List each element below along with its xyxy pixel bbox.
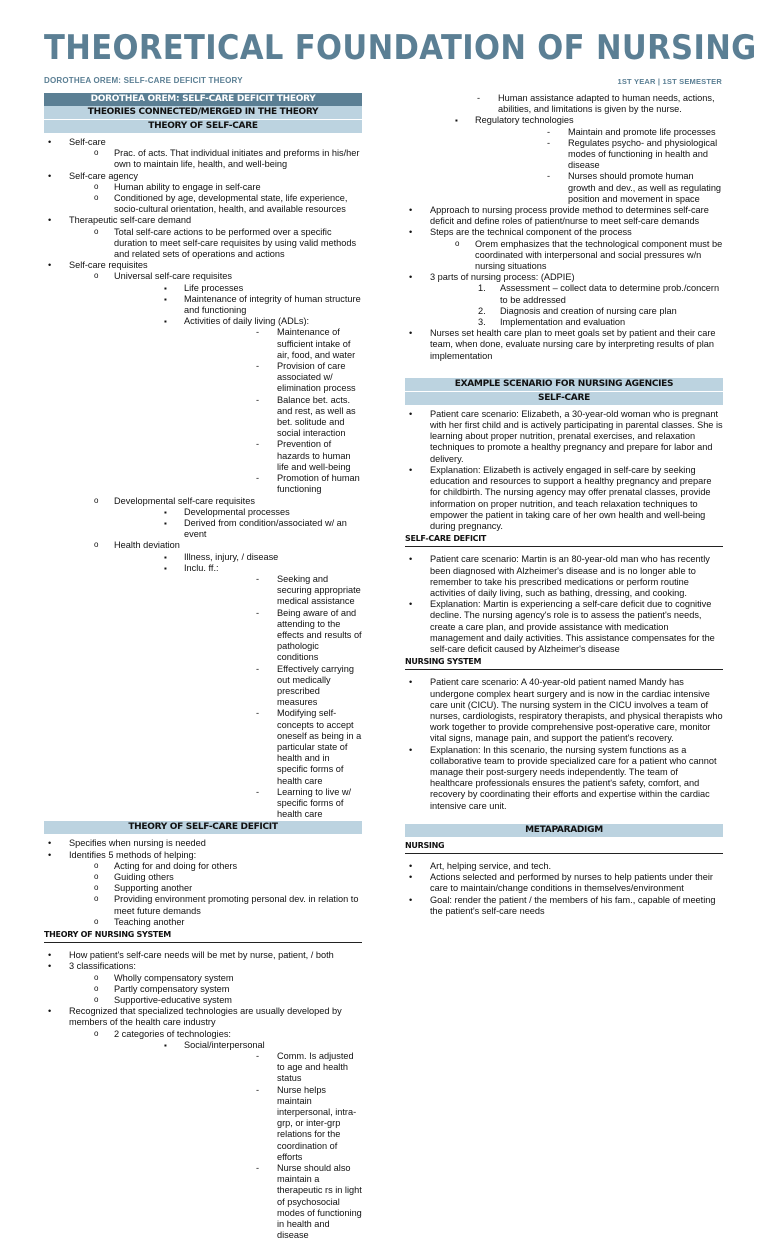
list-item: - Maintain and promote life processes (475, 127, 723, 138)
nursing-list (405, 861, 723, 917)
list-item: - Provision of care associated w/ elimination process (184, 361, 362, 395)
continued-list (405, 93, 723, 115)
list-item: • Art, helping service, and tech. (405, 861, 723, 872)
self-care-scenario-list (405, 409, 723, 532)
list-item: • How patient's self-care needs will be met by nurse, patient, / both (44, 950, 362, 961)
subheading-nursing-system: THEORY OF NURSING SYSTEM (44, 929, 362, 943)
list-item: o Acting for and doing for others (69, 861, 362, 872)
list-item: o Supporting another (69, 883, 362, 894)
left-column (44, 93, 362, 1242)
list-item: o Prac. of acts. That individual initiates and preforms in his/her own to maintain life, health, and well-being (69, 148, 362, 170)
regulatory-list (405, 115, 723, 205)
list-item: ▪ Illness, injury, / disease (114, 552, 362, 563)
section-bar-orem: DOROTHEA OREM: SELF-CARE DEFICIT THEORY (44, 93, 362, 106)
nursing-system-list (44, 950, 362, 1241)
list-item: o Universal self-care requisites ▪ Life processes ▪ Maintenance of integrity of human structure and functioning ▪ Activities of daily living (ADLs): - Maintenance of sufficient intake of air, food, and water - Provision of care associated w/ elimination process - Balance bet. acts. and rest, as well as bet. solitude and social interaction - Prevention of hazards to human life and well-being - Promotion of human functioning (69, 271, 362, 495)
document-subtitle: DOROTHEA OREM: SELF-CARE DEFICIT THEORY (44, 76, 243, 85)
list-item: - Learning to live w/ specific forms of health care (184, 787, 362, 821)
list-item: - Being aware of and attending to the effects and results of pathologic conditions (184, 608, 362, 664)
list-item: • Nurses set health care plan to meet goals set by patient and their care team, when done, evaluate nursing care by interpreting results of plan implementation (405, 328, 723, 362)
list-item: • 3 parts of nursing process: (ADPIE) 1. Assessment – collect data to determine prob./concern to be addressed 2. Diagnosis and creation of nursing care plan 3. Implementation and evaluation (405, 272, 723, 328)
list-item: - Effectively carrying out medically prescribed measures (184, 664, 362, 709)
list-item: ▪ Activities of daily living (ADLs): - Maintenance of sufficient intake of air, food, and water - Provision of care associated w/ elimination process - Balance bet. acts. and rest, as well as bet. solitude and social interaction - Prevention of hazards to human life and well-being - Promotion of human functioning (114, 316, 362, 495)
right-column (405, 93, 723, 917)
list-item: o Total self-care actions to be performed over a specific duration to meet self-care requisites by using valid methods and related sets of operations and actions (69, 227, 362, 261)
list-item: - Comm. Is adjusted to age and health status (184, 1051, 362, 1085)
list-item: o Teaching another (69, 917, 362, 928)
section-bar-metaparadigm: METAPARADIGM (405, 824, 723, 837)
section-bar-merged: THEORIES CONNECTED/MERGED IN THE THEORY (44, 106, 362, 119)
list-item: • Explanation: In this scenario, the nursing system functions as a collaborative team to provide specialized care for a patient who cannot manage their post-surgery needs independently. The team of healthcare professionals ensures the patient's safety, comfort, and recovery by coordinating their efforts and expertise within the cardiac intensive care unit. (405, 745, 723, 812)
list-item: • Steps are the technical component of the process o Orem emphasizes that the technological component must be coordinated with interpersonal and social pressures w/n nursing situations (405, 227, 723, 272)
list-item: - Human assistance adapted to human needs, actions, abilities, and limitations is given by the nurse. (405, 93, 723, 115)
subheading-nursing: NURSING (405, 840, 723, 854)
list-item: - Nurses should promote human growth and dev., as well as regulating position and movement in space (475, 171, 723, 205)
list-item: o Providing environment promoting personal dev. in relation to meet future demands (69, 894, 362, 916)
list-item: - Regulates psycho- and physiological modes of functioning in health and disease (475, 138, 723, 172)
list-item: o Health deviation ▪ Illness, injury, / disease ▪ Inclu. ff.: - Seeking and securing appropriate medical assistance - Being aware of and attending to the effects and results of pathologic conditions - Effectively carrying out medically prescribed measures - Modifying self-concepts to accept oneself as being in a particular state of health and in specific forms of health care - Learning to live w/ specific forms of health care (69, 540, 362, 820)
list-item: - Modifying self-concepts to accept oneself as being in a particular state of health and in specific forms of health care (184, 708, 362, 786)
list-item: • Goal: render the patient / the members of his fam., capable of meeting the patient's self-care needs (405, 895, 723, 917)
list-item: ▪ Regulatory technologies - Maintain and promote life processes - Regulates psycho- and physiological modes of functioning in health and disease - Nurses should promote human growth and dev., as well as regulating position and movement in space (405, 115, 723, 205)
section-bar-self-care: SELF-CARE (405, 392, 723, 405)
list-item: o Supportive-educative system (69, 995, 362, 1006)
list-item: • Actions selected and performed by nurses to help patients under their care to maintain/change conditions in themselves/environment (405, 872, 723, 894)
list-item: • Specifies when nursing is needed (44, 838, 362, 849)
list-item: • Therapeutic self-care demand o Total self-care actions to be performed over a specific duration to meet self-care requisites by using valid methods and related sets of operations and actions (44, 215, 362, 260)
list-item: o Wholly compensatory system (69, 973, 362, 984)
list-item: • Patient care scenario: A 40-year-old patient named Mandy has undergone complex heart surgery and is now in the cardiac intensive care unit (CICU). The nursing system in the CICU involves a team of nurses, cardiologists, respiratory therapists, and physical therapists who work together to provide comprehensive post-operative care, monitor vital signs, manage pain, and support the patient's recovery. (405, 677, 723, 744)
subheading-self-care-deficit: SELF-CARE DEFICIT (405, 533, 723, 547)
list-item: ▪ Inclu. ff.: - Seeking and securing appropriate medical assistance - Being aware of and attending to the effects and results of pathologic conditions - Effectively carrying out medically prescribed measures - Modifying self-concepts to accept oneself as being in a particular state of health and in specific forms of health care - Learning to live w/ specific forms of health care (114, 563, 362, 821)
list-item: 1. Assessment – collect data to determine prob./concern to be addressed (478, 283, 720, 305)
list-item: • Approach to nursing process provide method to determines self-care deficit and define roles of patient/nurse to meet self-care demands (405, 205, 723, 227)
semester-label: 1ST YEAR | 1ST SEMESTER (617, 77, 722, 86)
list-item: • Self-care agency o Human ability to engage in self-care o Conditioned by age, developmental state, life experience, socio-cultural orientation, health, and available resources (44, 171, 362, 216)
section-bar-example-scenario: EXAMPLE SCENARIO FOR NURSING AGENCIES (405, 378, 723, 391)
list-item: - Seeking and securing appropriate medical assistance (184, 574, 362, 608)
list-item: o Conditioned by age, developmental state, life experience, socio-cultural orientation, health, and available resources (69, 193, 362, 215)
list-item: - Balance bet. acts. and rest, as well as bet. solitude and social interaction (184, 395, 362, 440)
list-item: • 3 classifications: o Wholly compensatory system o Partly compensatory system o Supportive-educative system (44, 961, 362, 1006)
list-item: - Nurse helps maintain interpersonal, intra-grp, or inter-grp relations for the coordination of efforts (184, 1085, 362, 1163)
list-item: • Recognized that specialized technologies are usually developed by members of the health care industry o 2 categories of technologies: ▪ Social/interpersonal - Comm. Is adjusted to age and health status - Nurse helps maintain interpersonal, intra-grp, or inter-grp relations for the coordination of efforts - Nurse should also maintain a therapeutic rs in light of psychosocial modes of functioning in health and disease (44, 1006, 362, 1241)
section-bar-theory-self-care: THEORY OF SELF-CARE (44, 120, 362, 133)
list-item: ▪ Life processes (114, 283, 362, 294)
list-item: ▪ Social/interpersonal - Comm. Is adjusted to age and health status - Nurse helps maintain interpersonal, intra-grp, or inter-grp relations for the coordination of efforts - Nurse should also maintain a therapeutic rs in light of psychosocial modes of functioning in health and disease (114, 1040, 362, 1242)
list-item: o Guiding others (69, 872, 362, 883)
list-item: • Explanation: Elizabeth is actively engaged in self-care by seeking education and resources to support a healthy pregnancy and prepare for childbirth. The nursing agency may offer prenatal classes, provide information on proper nutrition, and teach relaxation techniques to empower the patient in taking care of her own health and well-being during pregnancy. (405, 465, 723, 532)
list-item: - Maintenance of sufficient intake of air, food, and water (184, 327, 362, 361)
section-bar-self-care-deficit: THEORY OF SELF-CARE DEFICIT (44, 821, 362, 834)
list-item: - Promotion of human functioning (184, 473, 362, 495)
nursing-process-list (405, 205, 723, 362)
list-item: • Explanation: Martin is experiencing a self-care deficit due to cognitive decline. The nursing agency's role is to assess the patient's needs, create a care plan, and provide assistance with medication management and daily activities. This assistance compensates for the self-care deficit caused by Alzheimer's disease (405, 599, 723, 655)
subheading-nursing-system: NURSING SYSTEM (405, 656, 723, 670)
list-item: o Developmental self-care requisites ▪ Developmental processes ▪ Derived from condition/associated w/ an event (69, 496, 362, 541)
list-item: o Orem emphasizes that the technological component must be coordinated with interpersonal and social pressures w/n nursing situations (430, 239, 723, 273)
list-item: 3. Implementation and evaluation (478, 317, 626, 328)
list-item: • Self-care requisites o Universal self-care requisites ▪ Life processes ▪ Maintenance of integrity of human structure and functioning ▪ Activities of daily living (ADLs): - Maintenance of sufficient intake of air, food, and water - Provision of care associated w/ elimination process - Balance bet. acts. and rest, as well as bet. solitude and social interaction - Prevention of hazards to human life and well-being - Promotion of human functioning o Developmental self-care requisites ▪ Developmental processes ▪ Derived from condition/associated w/ an event o Health deviation ▪ Illness, injury, / disease ▪ Inclu. ff.: - Seeking and securing appropriate medical assistance - Being aware of and attending to the effects and results of pathologic conditions - Effectively carrying out medically prescribed measures - Modifying self-concepts to accept oneself as being in a particular state of health and in specific forms of health care - Learning to live w/ specific forms of health care (44, 260, 362, 820)
list-item: o 2 categories of technologies: ▪ Social/interpersonal - Comm. Is adjusted to age and health status - Nurse helps maintain interpersonal, intra-grp, or inter-grp relations for the coordination of efforts - Nurse should also maintain a therapeutic rs in light of psychosocial modes of functioning in health and disease (69, 1029, 362, 1242)
list-item: - Prevention of hazards to human life and well-being (184, 439, 362, 473)
list-item: 2. Diagnosis and creation of nursing care plan (478, 305, 677, 316)
self-care-list (44, 137, 362, 820)
deficit-scenario-list (405, 554, 723, 655)
list-item: - Nurse should also maintain a therapeutic rs in light of psychosocial modes of functioning in health and disease (184, 1163, 362, 1241)
list-item: • Self-care o Prac. of acts. That individual initiates and preforms in his/her own to maintain life, health, and well-being (44, 137, 362, 171)
list-item: ▪ Derived from condition/associated w/ an event (114, 518, 362, 540)
page-title: THEORETICAL FOUNDATION OF NURSING (44, 28, 757, 68)
list-item: o Partly compensatory system (69, 984, 362, 995)
list-item: • Patient care scenario: Martin is an 80-year-old man who has recently been diagnosed with Alzheimer's disease and is no longer able to remember to take his prescribed medications or perform routine activities of daily living, such as bathing, dressing, and cooking. (405, 554, 723, 599)
list-item: • Patient care scenario: Elizabeth, a 30-year-old woman who is pregnant with her first child and is actively participating in parental classes. She is learning about proper nutrition, prenatal exercises, and relaxation techniques to promote a healthy pregnancy and prepare for labor and delivery. (405, 409, 723, 465)
deficit-list (44, 838, 362, 928)
list-item: ▪ Developmental processes (114, 507, 362, 518)
list-item: o Human ability to engage in self-care (69, 182, 362, 193)
list-item: • Identifies 5 methods of helping: o Acting for and doing for others o Guiding others o Supporting another o Providing environment promoting personal dev. in relation to meet future demands o Teaching another (44, 850, 362, 928)
nursing-system-scenario-list (405, 677, 723, 811)
list-item: ▪ Maintenance of integrity of human structure and functioning (114, 294, 362, 316)
